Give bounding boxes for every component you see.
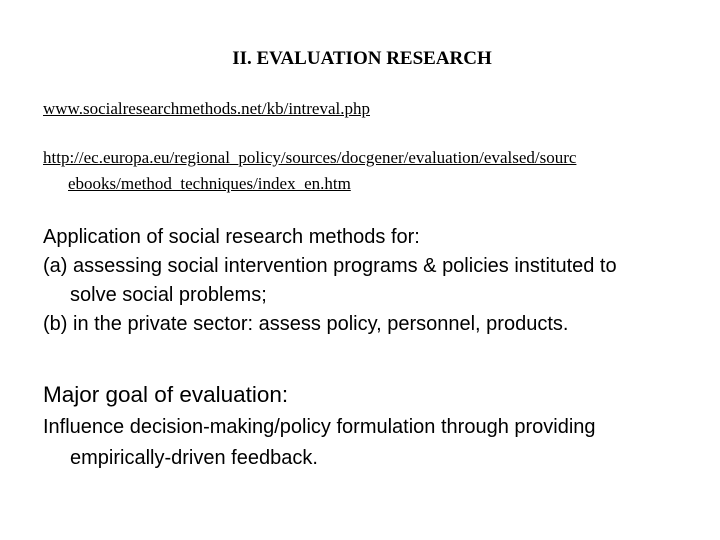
- application-item-a-line-1: (a) assessing social intervention programs & policies instituted to: [43, 255, 617, 277]
- goal-body-line-2: empirically-driven feedback.: [70, 447, 318, 469]
- goal-heading: Major goal of evaluation:: [43, 382, 289, 407]
- link-evalsed-line-1[interactable]: http://ec.europa.eu/regional_policy/sources/docgener/evaluation/evalsed/sourc: [43, 148, 577, 167]
- application-section: [43, 223, 693, 339]
- goal-body: [43, 412, 693, 474]
- application-item-b: (b) in the private sector: assess policy, personnel, products.: [43, 313, 569, 335]
- application-item-a-line-2: solve social problems;: [70, 284, 267, 306]
- link-social-research-methods[interactable]: www.socialresearchmethods.net/kb/intreval.php: [43, 99, 370, 118]
- link-evalsed-line-2[interactable]: ebooks/method_techniques/index_en.htm: [68, 174, 351, 193]
- goal-section: [43, 379, 693, 474]
- link-evalsed-sourcebooks[interactable]: [43, 145, 683, 197]
- application-heading: Application of social research methods for:: [43, 226, 420, 248]
- goal-body-line-1: Influence decision-making/policy formulation through providing: [43, 416, 596, 438]
- slide-title: II. EVALUATION RESEARCH: [232, 48, 492, 69]
